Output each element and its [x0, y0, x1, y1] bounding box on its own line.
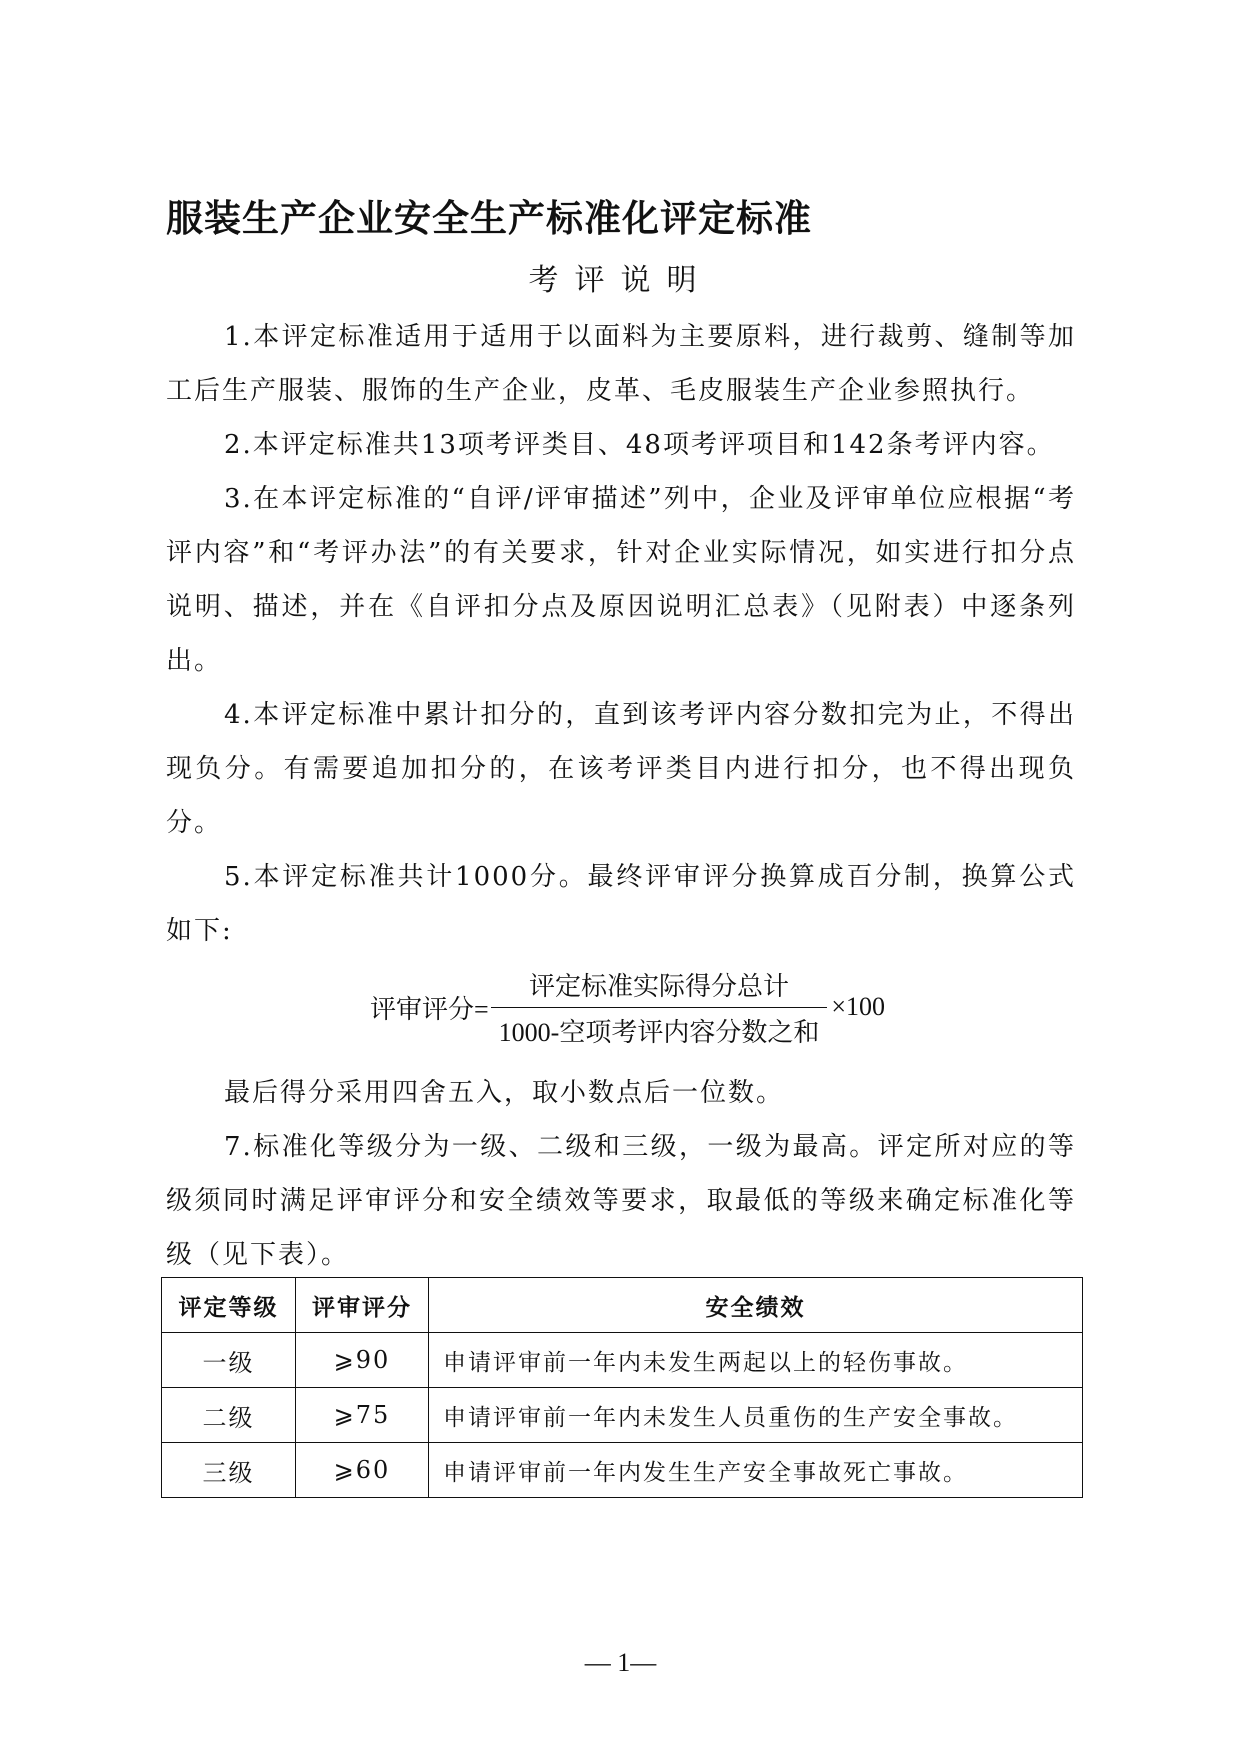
cell-score: ⩾90 [296, 1333, 429, 1388]
cell-performance: 申请评审前一年内发生生产安全事故死亡事故。 [429, 1443, 1083, 1498]
table-row [162, 1333, 1083, 1388]
cell-grade: 一级 [162, 1333, 296, 1388]
section-subtitle: 考评说明 [528, 263, 713, 298]
score-formula [370, 962, 885, 1052]
paragraph-6: 最后得分采用四舍五入，取小数点后一位数。 [224, 1078, 785, 1108]
cell-grade: 三级 [162, 1443, 296, 1498]
cell-performance: 申请评审前一年内未发生两起以上的轻伤事故。 [429, 1333, 1083, 1388]
grade-table [161, 1277, 1083, 1498]
table-header-row [162, 1278, 1083, 1333]
paragraph-1: 1.本评定标准适用于适用于以面料为主要原料，进行裁剪、缝制等加工后生产服装、服饰的生产企业，皮革、毛皮服装生产企业参照执行。 [166, 322, 1076, 406]
header-performance: 安全绩效 [429, 1278, 1083, 1333]
formula-denominator: 1000-空项考评内容分数之和 [498, 1017, 820, 1047]
table-row [162, 1443, 1083, 1498]
header-grade: 评定等级 [162, 1278, 296, 1333]
document-title: 服装生产企业安全生产标准化评定标准 [166, 197, 812, 240]
paragraph-2: 2.本评定标准共13项考评类目、48项考评项目和142条考评内容。 [224, 430, 1055, 460]
cell-score: ⩾60 [296, 1443, 429, 1498]
formula-fraction [491, 966, 828, 1049]
header-score: 评审评分 [296, 1278, 429, 1333]
page-number: — 1— [584, 1648, 657, 1677]
paragraph-5: 5.本评定标准共计1000分。最终评审评分换算成百分制，换算公式如下: [166, 862, 1076, 946]
formula-numerator: 评定标准实际得分总计 [529, 971, 790, 1001]
paragraph-7: 7.标准化等级分为一级、二级和三级，一级为最高。评定所对应的等级须同时满足评审评分和安全绩效等要求，取最低的等级来确定标准化等级（见下表）。 [166, 1132, 1076, 1270]
cell-score: ⩾75 [296, 1388, 429, 1443]
formula-lhs: 评审评分= [370, 994, 489, 1024]
paragraph-4: 4.本评定标准中累计扣分的，直到该考评内容分数扣完为止，不得出现负分。有需要追加扣分的，在该考评类目内进行扣分，也不得出现负分。 [166, 700, 1076, 838]
table-row [162, 1388, 1083, 1443]
cell-performance: 申请评审前一年内未发生人员重伤的生产安全事故。 [429, 1388, 1083, 1443]
paragraph-3: 3.在本评定标准的“自评/评审描述”列中，企业及评审单位应根据“考评内容”和“考评办法”的有关要求，针对企业实际情况，如实进行扣分点说明、描述，并在《自评扣分点及原因说明汇总表》（见附表）中逐条列出。 [166, 484, 1076, 676]
formula-multiplier: ×100 [831, 992, 886, 1021]
cell-grade: 二级 [162, 1388, 296, 1443]
